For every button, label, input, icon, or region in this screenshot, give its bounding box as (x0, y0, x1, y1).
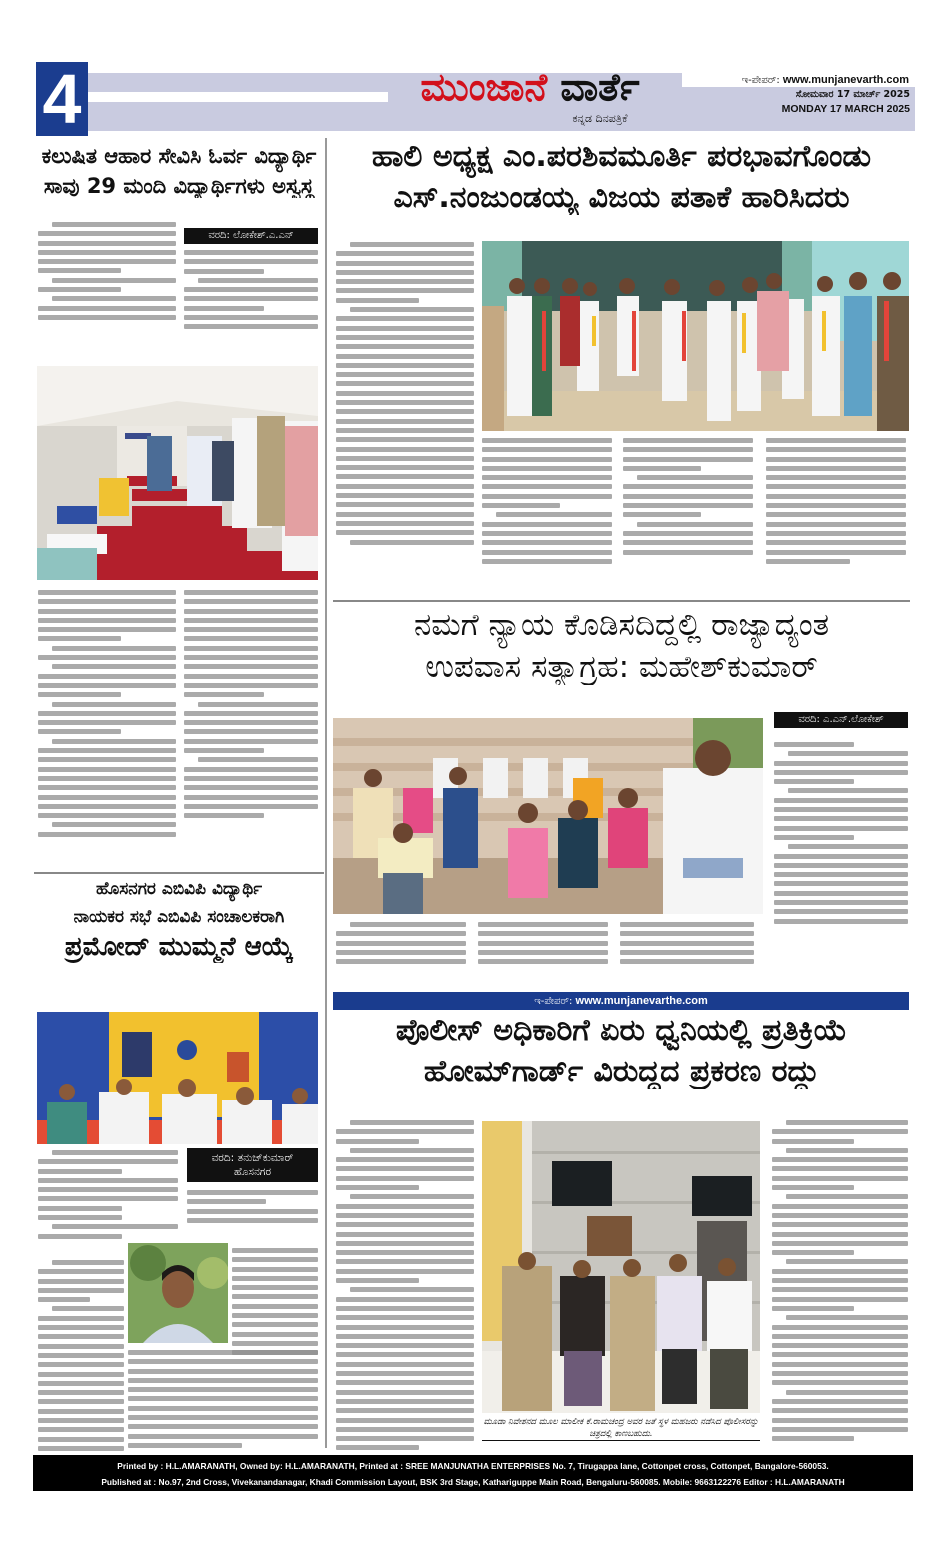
article-3-byline: ವರದಿ: ಎ.ಎನ್.ಲೋಕೇಶ್ (774, 712, 908, 728)
article-3-headline (333, 608, 910, 685)
article-1-headline (34, 144, 324, 198)
epaper-url[interactable]: www.munjanevarth.com (782, 74, 909, 86)
article-1-body-col-2 (184, 250, 318, 329)
article-2-headline (333, 140, 910, 215)
article-1-body-col-1 (38, 222, 176, 320)
date-kannada: ಸೋಮವಾರ 17 ಮಾರ್ಚ್ 2025 (795, 89, 910, 100)
newspaper-subtitle: ಕನ್ನಡ ದಿನಪತ್ರಿಕೆ (572, 112, 628, 125)
section-divider (333, 600, 910, 602)
article-4-body-col-2 (187, 1190, 318, 1223)
headline-line: ಹೊಸನಗರ ಎಬಿವಿಪಿ ವಿದ್ಯಾರ್ಥಿ (95, 880, 263, 899)
headline-line: ಹಾಲಿ ಅಧ್ಯಕ್ಷ ಎಂ.ಪರಶಿವಮೂರ್ತಿ ಪರಭಾವಗೊಂಡು (371, 140, 872, 174)
article-3-body-col-2 (478, 922, 608, 964)
article-5-photo-caption: ಮೂಡಾ ನಿವೇಶನದ ಮೂಲ ಮಾಲೀಕ ಕೆ.ರಾಮಚಂದ್ರ ಅವರ ಜತೆ ಸ್ಥಳ ಮಹಜರು ನಡೆಸಿದ ಪೊಲೀಸರನ್ನು ಚಿತ್ರದಲ್ಲಿ ಕಾಣಬಹುದು. (483, 1417, 759, 1439)
section-divider (34, 872, 324, 874)
article-4-photo-pramod (128, 1243, 228, 1343)
article-3-body-col-1 (336, 922, 466, 964)
article-4-body-col-5 (128, 1350, 318, 1448)
url-bar-link[interactable]: www.munjanevarthe.com (575, 995, 708, 1007)
article-1-body-col-3 (38, 590, 176, 837)
article-2-body-col-1 (336, 242, 474, 545)
page-number: 4 (36, 62, 88, 136)
article-3-photo-protest (333, 718, 763, 914)
article-2-photo-election-celebration (482, 241, 909, 431)
headline-line: ಪ್ರಮೋದ್ ಮುಮ್ಮನೆ ಆಯ್ಕೆ (64, 932, 294, 963)
article-2-body-col-4 (766, 438, 906, 564)
article-5-photo-police-site (482, 1121, 760, 1413)
logo-part-2: ವಾರ್ತೆ (560, 65, 640, 109)
footer-line-2: Published at : No.97, 2nd Cross, Vivekanandanagar, Khadi Commission Layout, BSK 3rd Stage, Kathariguppe Main Road, Bengaluru-560085. Mobile: 9663122276 Editor : H.L.AMARANATH (101, 1477, 845, 1487)
article-5-headline (333, 1014, 910, 1089)
article-4-headline (34, 880, 324, 963)
url-bar-label: ಇ-ಪೇಪರ್: (534, 996, 573, 1007)
byline-line: ಹೊಸನಗರ (233, 1166, 272, 1178)
logo-part-1: ಮುಂಜಾನೆ (420, 65, 548, 109)
article-2-body-col-3 (623, 438, 753, 555)
article-4-byline (187, 1148, 318, 1182)
headline-line: ಸಾವು 29 ಮಂದಿ ವಿದ್ಯಾರ್ಥಿಗಳು ಅಸ್ವಸ್ಥ (43, 174, 315, 199)
article-1-photo-hospital-ward (37, 366, 318, 580)
article-1-body-col-4 (184, 590, 318, 818)
epaper-url-box (682, 73, 915, 87)
headline-line: ಹೋಮ್‌ಗಾರ್ಡ್ ವಿರುದ್ಧದ ಪ್ರಕರಣ ರದ್ದು (423, 1053, 820, 1089)
headline-line: ಪೊಲೀಸ್ ಅಧಿಕಾರಿಗೆ ಏರು ಧ್ವನಿಯಲ್ಲಿ ಪ್ರತಿಕ್ರಿಯೆ (395, 1014, 848, 1048)
masthead-white-strip (88, 92, 388, 102)
footer-line-1: Printed by : H.L.AMARANATH, Owned by: H.L.AMARANATH, Printed at : SREE MANJUNATHA ENTERPRISES No. 7, Tirugappa lane, Cottonpet cross, Cottonpet, Bangalore-560053. (117, 1461, 829, 1471)
headline-line: ನಾಯಕರ ಸಭೆ ಎಬಿವಿಪಿ ಸಂಚಾಲಕರಾಗಿ (73, 906, 285, 927)
imprint-footer (33, 1455, 913, 1491)
article-4-photo-abvp-meeting (37, 1012, 318, 1144)
article-4-body-col-4 (232, 1248, 318, 1355)
article-3-body-col-4 (774, 742, 908, 924)
epaper-label: ಇ-ಪೇಪರ್: (741, 75, 780, 86)
article-5-body-col-3 (772, 1120, 908, 1441)
article-4-body-col-3 (38, 1260, 124, 1451)
epaper-url-bar (333, 992, 909, 1010)
headline-line: ಎಸ್.ನಂಜುಂಡಯ್ಯ ವಿಜಯ ಪತಾಕೆ ಹಾರಿಸಿದರು (393, 179, 850, 215)
column-divider (325, 138, 327, 1448)
article-5-body-col-1 (336, 1120, 474, 1450)
article-4-body-col-1 (38, 1150, 178, 1239)
headline-line: ಉಪವಾಸ ಸತ್ಯಾಗ್ರಹ: ಮಹೇಶ್‌ಕುಮಾರ್ (425, 648, 818, 685)
date-english: MONDAY 17 MARCH 2025 (781, 103, 910, 115)
headline-line: ಕಲುಷಿತ ಆಹಾರ ಸೇವಿಸಿ ಓರ್ವ ವಿದ್ಯಾರ್ಥಿ (41, 144, 317, 168)
article-2-body-col-2 (482, 438, 612, 564)
article-1-byline: ವರದಿ: ಲೋಕೇಶ್.ಎ.ಎನ್ (184, 228, 318, 244)
byline-line: ವರದಿ: ತನುಜ್‌ಕುಮಾರ್ (211, 1152, 294, 1164)
newspaper-logo (395, 64, 665, 110)
article-3-body-col-3 (620, 922, 754, 964)
headline-line: ನಮಗೆ ನ್ಯಾಯ ಕೊಡಿಸದಿದ್ದಲ್ಲಿ ರಾಜ್ಯಾದ್ಯಂತ (413, 608, 830, 643)
